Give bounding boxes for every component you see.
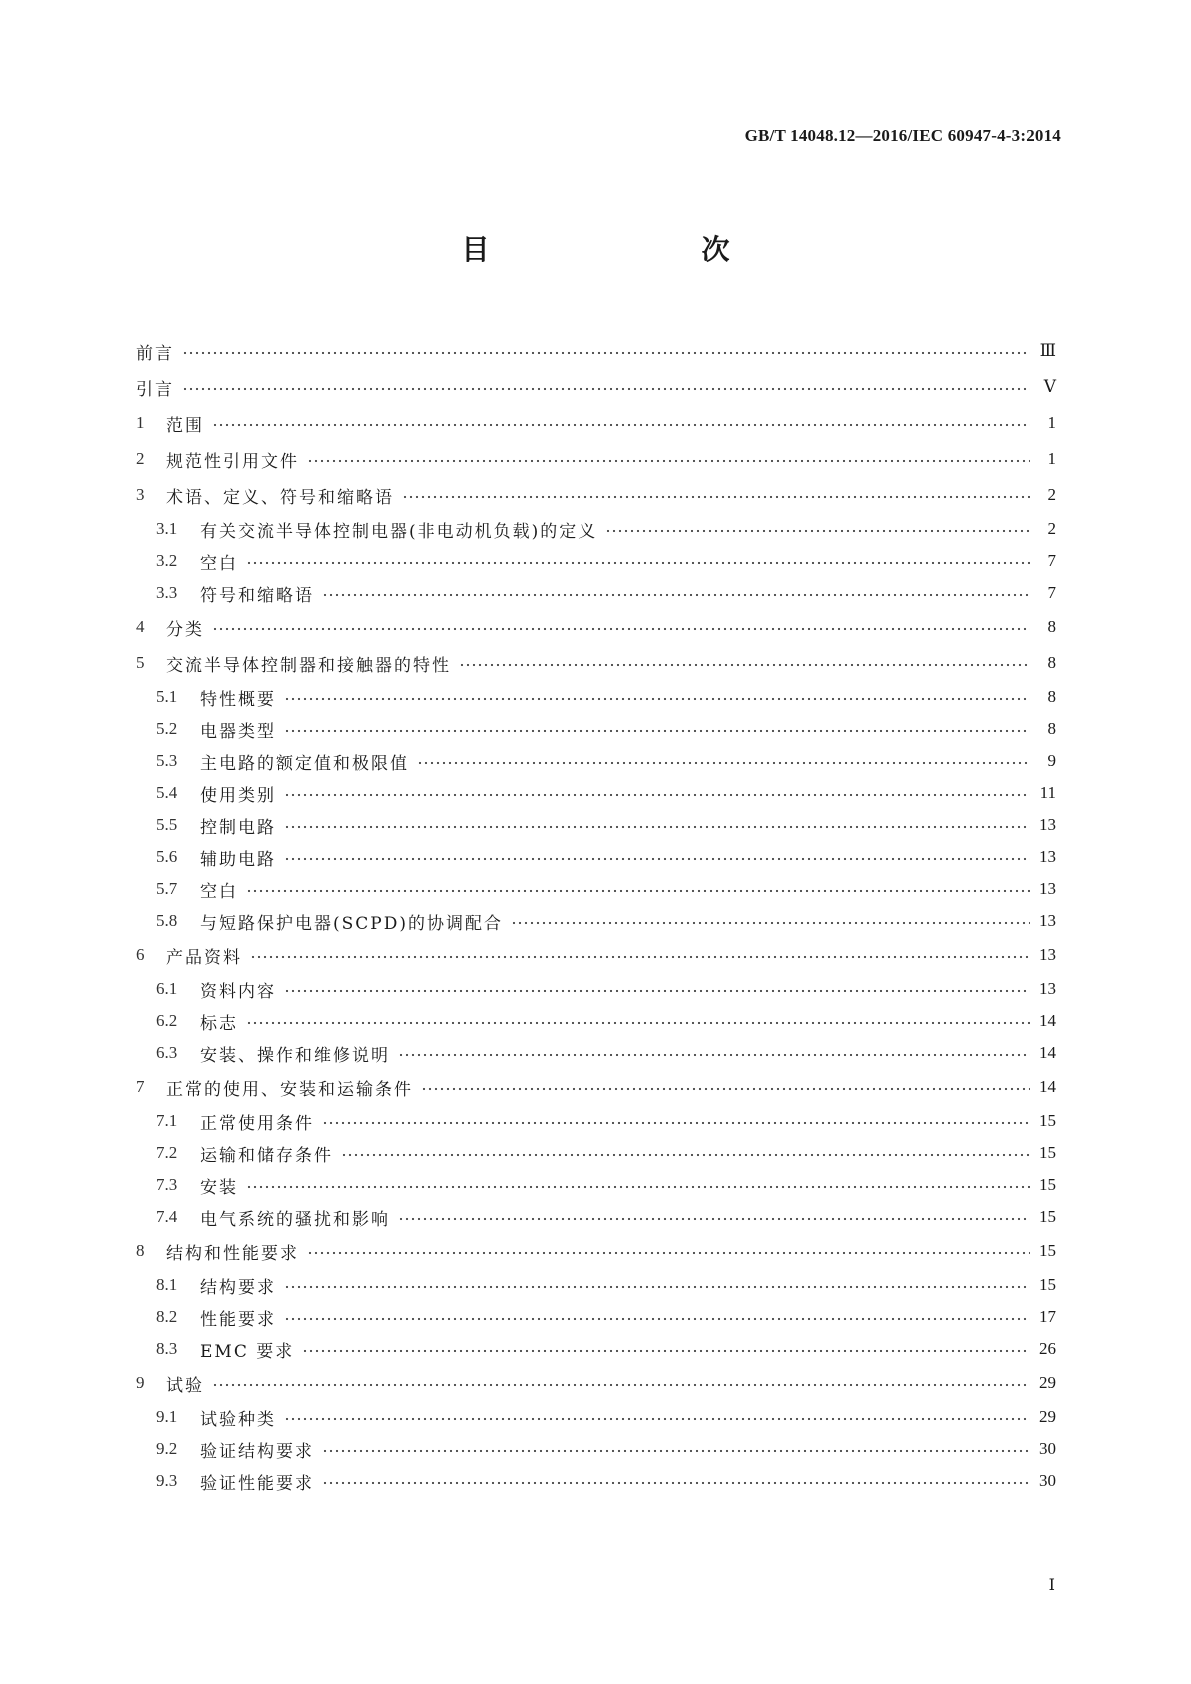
toc-entry-label: 引言 xyxy=(136,379,174,400)
toc-dot-leader xyxy=(284,824,1030,830)
toc-entry-page: 29 xyxy=(1039,1407,1056,1426)
toc-entry[interactable] xyxy=(136,1233,1056,1269)
toc-dot-leader xyxy=(307,1250,1030,1256)
toc-entry-label: 术语、定义、符号和缩略语 xyxy=(166,487,394,508)
toc-entry-label: 安装、操作和维修说明 xyxy=(200,1045,390,1066)
toc-entry-page: 1 xyxy=(1047,413,1056,432)
toc-entry-label: 性能要求 xyxy=(200,1309,276,1330)
toc-dot-leader xyxy=(322,1448,1030,1454)
toc-dot-leader xyxy=(421,1086,1030,1092)
toc-entry-label: 辅助电路 xyxy=(200,849,276,870)
toc-entry[interactable] xyxy=(136,1301,1056,1333)
toc-dot-leader xyxy=(250,954,1030,960)
toc-entry-page: 15 xyxy=(1039,1241,1056,1260)
toc-entry-number: 7.2 xyxy=(156,1143,178,1162)
toc-entry-page: 7 xyxy=(1047,583,1056,602)
toc-entry-label: 特性概要 xyxy=(200,689,276,710)
toc-entry[interactable] xyxy=(136,1069,1056,1105)
toc-entry-number: 5.2 xyxy=(156,719,178,738)
toc-entry-label: 范围 xyxy=(166,415,204,436)
toc-entry-page: 14 xyxy=(1039,1077,1056,1096)
toc-dot-leader xyxy=(212,1382,1030,1388)
toc-entry-number: 7 xyxy=(136,1077,145,1096)
toc-entry-label: 电气系统的骚扰和影响 xyxy=(200,1209,390,1230)
toc-entry-page: 14 xyxy=(1039,1043,1056,1062)
toc-dot-leader xyxy=(511,920,1030,926)
toc-entry-label: 控制电路 xyxy=(200,817,276,838)
toc-entry-page: 15 xyxy=(1039,1207,1056,1226)
toc-entry-label: 与短路保护电器(SCPD)的协调配合 xyxy=(200,913,503,934)
toc-entry-label: 主电路的额定值和极限值 xyxy=(200,753,409,774)
toc-entry-number: 6 xyxy=(136,945,145,964)
page-number: Ⅰ xyxy=(1048,1577,1055,1594)
toc-dot-leader xyxy=(246,888,1030,894)
toc-entry-page: 14 xyxy=(1039,1011,1056,1030)
toc-entry-page: 30 xyxy=(1039,1439,1056,1458)
toc-entry-page: 8 xyxy=(1047,719,1056,738)
toc-entry-label: 安装 xyxy=(200,1177,238,1198)
toc-entry-page: 13 xyxy=(1039,979,1056,998)
toc-entry-number: 5.1 xyxy=(156,687,178,706)
toc-dot-leader xyxy=(246,1020,1030,1026)
toc-entry-number: 5.8 xyxy=(156,911,178,930)
toc-entry-page: 15 xyxy=(1039,1143,1056,1162)
toc-entry[interactable] xyxy=(136,1105,1056,1137)
toc-entry[interactable] xyxy=(136,333,1056,369)
toc-entry-page: 13 xyxy=(1039,945,1056,964)
toc-entry[interactable] xyxy=(136,905,1056,937)
toc-entry-number: 5.7 xyxy=(156,879,178,898)
toc-dot-leader xyxy=(284,792,1030,798)
toc-entry-number: 5.4 xyxy=(156,783,178,802)
toc-dot-leader xyxy=(322,1120,1030,1126)
toc-entry-label: 验证结构要求 xyxy=(200,1441,314,1462)
toc-entry-number: 5.6 xyxy=(156,847,178,866)
toc-dot-leader xyxy=(246,560,1030,566)
toc-entry-label: 正常的使用、安装和运输条件 xyxy=(166,1079,413,1100)
toc-dot-leader xyxy=(322,592,1030,598)
toc-entry-page: 30 xyxy=(1039,1471,1056,1490)
toc-entry-page: 8 xyxy=(1047,653,1056,672)
toc-entry-number: 1 xyxy=(136,413,145,432)
toc-entry-label: 有关交流半导体控制电器(非电动机负载)的定义 xyxy=(200,521,598,542)
toc-dot-leader xyxy=(302,1348,1030,1354)
toc-entry-page: 9 xyxy=(1047,751,1056,770)
toc-dot-leader xyxy=(182,350,1030,356)
toc-entry-number: 5 xyxy=(136,653,145,672)
toc-entry-number: 6.2 xyxy=(156,1011,178,1030)
toc-entry-label: 交流半导体控制器和接触器的特性 xyxy=(166,655,451,676)
toc-entry[interactable] xyxy=(136,745,1056,777)
toc-entry-page: 13 xyxy=(1039,879,1056,898)
toc-entry[interactable] xyxy=(136,1433,1056,1465)
toc-entry-page: 15 xyxy=(1039,1111,1056,1130)
toc-entry[interactable] xyxy=(136,937,1056,973)
page-title: 目 次 xyxy=(461,233,782,266)
toc-entry-number: 9.3 xyxy=(156,1471,178,1490)
toc-entry[interactable] xyxy=(136,1365,1056,1401)
toc-entry-label: 验证性能要求 xyxy=(200,1473,314,1494)
toc-entry-number: 7.1 xyxy=(156,1111,178,1130)
toc-entry[interactable] xyxy=(136,441,1056,477)
toc-entry-label: 空白 xyxy=(200,553,238,574)
toc-entry-number: 5.3 xyxy=(156,751,178,770)
toc-entry-page: 29 xyxy=(1039,1373,1056,1392)
toc-entry-number: 8 xyxy=(136,1241,145,1260)
toc-dot-leader xyxy=(284,1316,1030,1322)
toc-dot-leader xyxy=(284,728,1030,734)
toc-dot-leader xyxy=(341,1152,1030,1158)
toc-entry-label: 使用类别 xyxy=(200,785,276,806)
toc-entry-page: 26 xyxy=(1039,1339,1056,1358)
toc-entry-page: 13 xyxy=(1039,847,1056,866)
toc-entry-number: 5.5 xyxy=(156,815,178,834)
toc-entry-number: 6.3 xyxy=(156,1043,178,1062)
toc-entry[interactable] xyxy=(136,713,1056,745)
toc-entry-label: EMC 要求 xyxy=(200,1341,295,1362)
toc-entry-label: 试验 xyxy=(166,1375,204,1396)
toc-entry-page: 15 xyxy=(1039,1275,1056,1294)
toc-entry-label: 正常使用条件 xyxy=(200,1113,314,1134)
toc-entry[interactable] xyxy=(136,645,1056,681)
toc-entry-number: 3.2 xyxy=(156,551,178,570)
toc-entry[interactable] xyxy=(136,1269,1056,1301)
toc-entry-number: 8.1 xyxy=(156,1275,178,1294)
toc-entry-label: 结构要求 xyxy=(200,1277,276,1298)
toc-entry[interactable] xyxy=(136,809,1056,841)
toc-entry[interactable] xyxy=(136,1137,1056,1169)
toc-entry-number: 7.3 xyxy=(156,1175,178,1194)
toc-entry[interactable] xyxy=(136,777,1056,809)
toc-dot-leader xyxy=(212,422,1030,428)
toc-entry-number: 7.4 xyxy=(156,1207,178,1226)
toc-entry[interactable] xyxy=(136,841,1056,873)
toc-entry-page: 2 xyxy=(1047,519,1056,538)
toc-entry[interactable] xyxy=(136,513,1056,545)
toc-dot-leader xyxy=(459,662,1030,668)
toc-entry-label: 结构和性能要求 xyxy=(166,1243,299,1264)
toc-entry-number: 8.2 xyxy=(156,1307,178,1326)
toc-entry-label: 试验种类 xyxy=(200,1409,276,1430)
toc-entry-number: 3.1 xyxy=(156,519,178,538)
toc-entry-number: 9.2 xyxy=(156,1439,178,1458)
toc-entry-page: 7 xyxy=(1047,551,1056,570)
toc-entry-label: 资料内容 xyxy=(200,981,276,1002)
toc-entry-label: 产品资料 xyxy=(166,947,242,968)
toc-dot-leader xyxy=(307,458,1030,464)
toc-dot-leader xyxy=(417,760,1030,766)
toc-entry[interactable] xyxy=(136,545,1056,577)
toc-dot-leader xyxy=(212,626,1030,632)
toc-dot-leader xyxy=(322,1480,1030,1486)
toc-entry[interactable] xyxy=(136,577,1056,609)
toc-entry[interactable] xyxy=(136,369,1056,405)
toc-entry-page: 13 xyxy=(1039,911,1056,930)
toc-entry-label: 前言 xyxy=(136,343,174,364)
toc-entry[interactable] xyxy=(136,1037,1056,1069)
toc-dot-leader xyxy=(402,494,1030,500)
toc-entry-number: 3 xyxy=(136,485,145,504)
toc-entry-number: 9.1 xyxy=(156,1407,178,1426)
toc-entry-page: 13 xyxy=(1039,815,1056,834)
toc-dot-leader xyxy=(182,386,1030,392)
toc-entry[interactable] xyxy=(136,477,1056,513)
toc-entry-number: 6.1 xyxy=(156,979,178,998)
toc-entry-number: 9 xyxy=(136,1373,145,1392)
table-of-contents xyxy=(136,333,1056,1497)
toc-entry[interactable] xyxy=(136,681,1056,713)
toc-dot-leader xyxy=(246,1184,1030,1190)
toc-entry[interactable] xyxy=(136,609,1056,645)
toc-entry-number: 3.3 xyxy=(156,583,178,602)
toc-entry-label: 符号和缩略语 xyxy=(200,585,314,606)
toc-entry[interactable] xyxy=(136,1169,1056,1201)
toc-entry-number: 8.3 xyxy=(156,1339,178,1358)
toc-entry-page: 11 xyxy=(1039,783,1056,802)
toc-entry[interactable] xyxy=(136,973,1056,1005)
toc-dot-leader xyxy=(605,528,1030,534)
toc-entry-label: 分类 xyxy=(166,619,204,640)
toc-entry[interactable] xyxy=(136,1401,1056,1433)
toc-entry[interactable] xyxy=(136,1005,1056,1037)
toc-dot-leader xyxy=(284,1416,1030,1422)
toc-entry-label: 运输和储存条件 xyxy=(200,1145,333,1166)
toc-dot-leader xyxy=(284,696,1030,702)
toc-dot-leader xyxy=(284,1284,1030,1290)
toc-entry-page: 1 xyxy=(1047,449,1056,468)
toc-entry-page: 2 xyxy=(1047,485,1056,504)
toc-entry-page: Ⅲ xyxy=(1039,341,1056,360)
toc-entry-label: 电器类型 xyxy=(200,721,276,742)
document-code: GB/T 14048.12—2016/IEC 60947-4-3:2014 xyxy=(744,126,1061,145)
toc-entry[interactable] xyxy=(136,1201,1056,1233)
toc-dot-leader xyxy=(398,1216,1030,1222)
toc-entry-page: 8 xyxy=(1047,687,1056,706)
toc-entry-label: 标志 xyxy=(200,1013,238,1034)
toc-entry-page: 17 xyxy=(1039,1307,1056,1326)
toc-dot-leader xyxy=(284,988,1030,994)
toc-entry-label: 规范性引用文件 xyxy=(166,451,299,472)
toc-entry[interactable] xyxy=(136,405,1056,441)
toc-dot-leader xyxy=(284,856,1030,862)
toc-entry-page: 15 xyxy=(1039,1175,1056,1194)
toc-dot-leader xyxy=(398,1052,1030,1058)
toc-entry[interactable] xyxy=(136,1333,1056,1365)
toc-entry-label: 空白 xyxy=(200,881,238,902)
toc-entry-number: 2 xyxy=(136,449,145,468)
toc-entry[interactable] xyxy=(136,1465,1056,1497)
toc-entry-page: 8 xyxy=(1047,617,1056,636)
toc-entry[interactable] xyxy=(136,873,1056,905)
toc-entry-page: Ⅴ xyxy=(1043,377,1056,396)
toc-entry-number: 4 xyxy=(136,617,145,636)
